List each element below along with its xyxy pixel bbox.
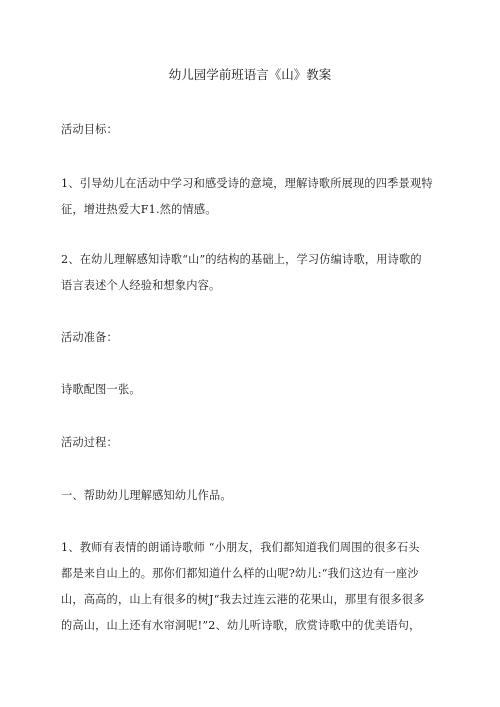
section-heading-goals: 活动目标： <box>61 123 118 136</box>
paragraph-line: 诗歌配图一张。 <box>61 383 141 396</box>
paragraph-line: 征，增进热爱大F1.然的情感。 <box>61 203 217 216</box>
section-heading-process: 活动过程： <box>61 436 118 449</box>
paragraph-line: 1、教师有表情的朗诵诗歌师 “小朋友，我们都知道我们周围的很多石头 <box>61 541 420 554</box>
paragraph-line: 2、在幼儿理解感知诗歌“山”的结构的基础上，学习仿编诗歌，用诗歌的 <box>61 253 422 266</box>
paragraph-line: 1、引导幼儿在活动中学习和感受诗的意境，理解诗歌所展现的四季景观特 <box>61 177 433 190</box>
paragraph-line: 都是来自山上的。那你们都知道什么样的山呢?幼儿:“我们这边有一座沙 <box>61 567 419 580</box>
paragraph-line: 语言表述个人经验和想象内容。 <box>61 279 221 292</box>
section-heading-preparation: 活动准备： <box>61 331 118 344</box>
page-title: 幼儿园学前班语言《山》教案 <box>168 67 332 82</box>
paragraph-line: 一、帮助幼儿理解感知幼儿作品。 <box>61 489 232 502</box>
paragraph-line: 山，高高的，山上有很多的树J“我去过连云港的花果山，那里有很多很多 <box>61 593 425 606</box>
paragraph-line: 的高山，山上还有水帘洞呢!”2、幼儿听诗歌，欣赏诗歌中的优美语句， <box>61 619 421 632</box>
